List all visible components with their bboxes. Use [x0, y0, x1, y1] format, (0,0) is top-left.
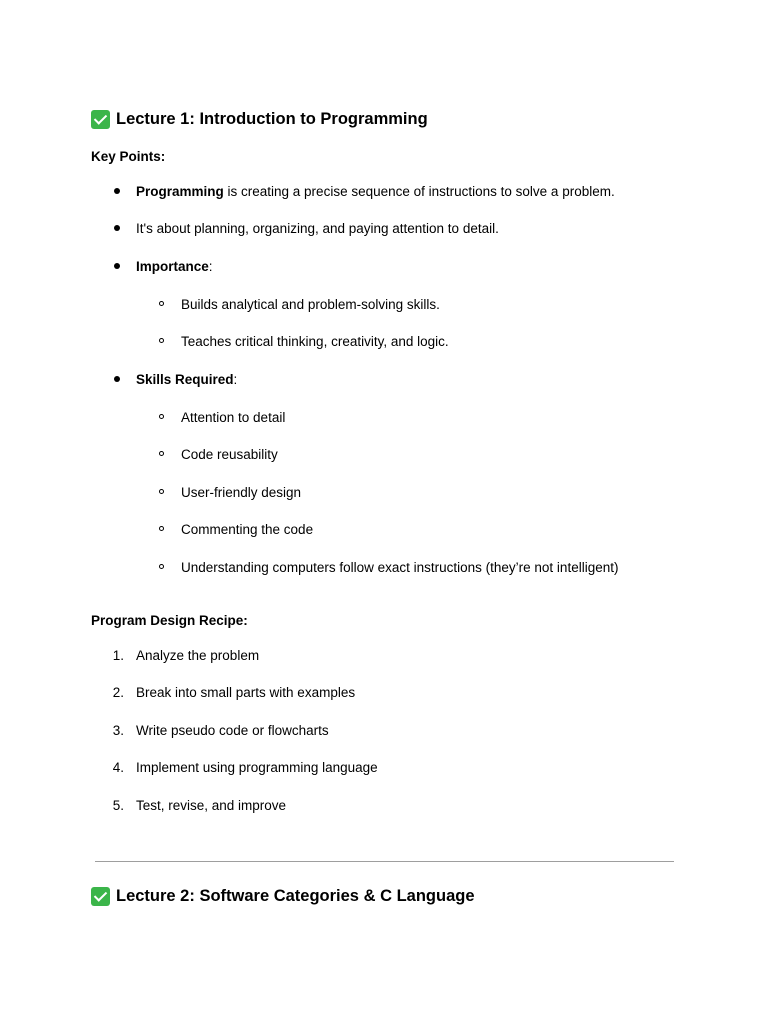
bullet-icon — [114, 263, 120, 269]
sub-list-item: Attention to detail — [181, 410, 286, 425]
hollow-bullet-icon — [159, 526, 164, 531]
hollow-bullet-icon — [159, 414, 164, 419]
list-number: 2. — [112, 685, 124, 700]
sub-list-item: User-friendly design — [181, 485, 302, 500]
list-number: 1. — [112, 648, 124, 663]
sub-list-item: Teaches critical thinking, creativity, and logic. — [181, 334, 449, 349]
bullet-icon — [114, 225, 120, 231]
list-item — [136, 372, 237, 387]
sub-list-item: Commenting the code — [181, 522, 314, 537]
numbered-item: Analyze the problem — [136, 648, 260, 663]
sub-list-item: Code reusability — [181, 447, 278, 462]
check-mark-icon — [91, 110, 110, 129]
list-number: 5. — [112, 798, 124, 813]
list-item-text: : — [208, 259, 213, 274]
hollow-bullet-icon — [159, 338, 164, 343]
sub-list-item: Understanding computers follow exact instructions (they’re not intelligent) — [181, 560, 619, 575]
hollow-bullet-icon — [159, 451, 164, 456]
lecture-1-title: Lecture 1: Introduction to Programming — [116, 110, 428, 128]
term-skills-required: Skills Required — [136, 372, 234, 387]
list-item — [136, 259, 213, 274]
list-item-text: is creating a precise sequence of instructions to solve a problem. — [223, 184, 615, 199]
list-item-text: : — [233, 372, 238, 387]
numbered-item: Test, revise, and improve — [136, 798, 287, 813]
list-number: 3. — [112, 723, 124, 738]
bullet-icon — [114, 376, 120, 382]
lecture-1-heading — [91, 110, 428, 129]
numbered-item: Implement using programming language — [136, 760, 378, 775]
bullet-icon — [114, 188, 120, 194]
term-programming: Programming — [136, 184, 224, 199]
key-points-label: Key Points: — [91, 149, 166, 164]
lecture-2-heading — [91, 887, 475, 906]
hollow-bullet-icon — [159, 489, 164, 494]
list-item-text: It's about planning, organizing, and paying attention to detail. — [136, 221, 499, 236]
hollow-bullet-icon — [159, 564, 164, 569]
check-mark-icon — [91, 887, 110, 906]
term-importance: Importance — [136, 259, 209, 274]
lecture-2-title: Lecture 2: Software Categories & C Language — [116, 887, 475, 905]
hollow-bullet-icon — [159, 301, 164, 306]
recipe-label: Program Design Recipe: — [91, 613, 248, 628]
sub-list-item: Builds analytical and problem-solving skills. — [181, 297, 440, 312]
horizontal-divider — [95, 861, 674, 862]
numbered-item: Break into small parts with examples — [136, 685, 356, 700]
list-number: 4. — [112, 760, 124, 775]
numbered-item: Write pseudo code or flowcharts — [136, 723, 329, 738]
list-item — [136, 184, 615, 199]
